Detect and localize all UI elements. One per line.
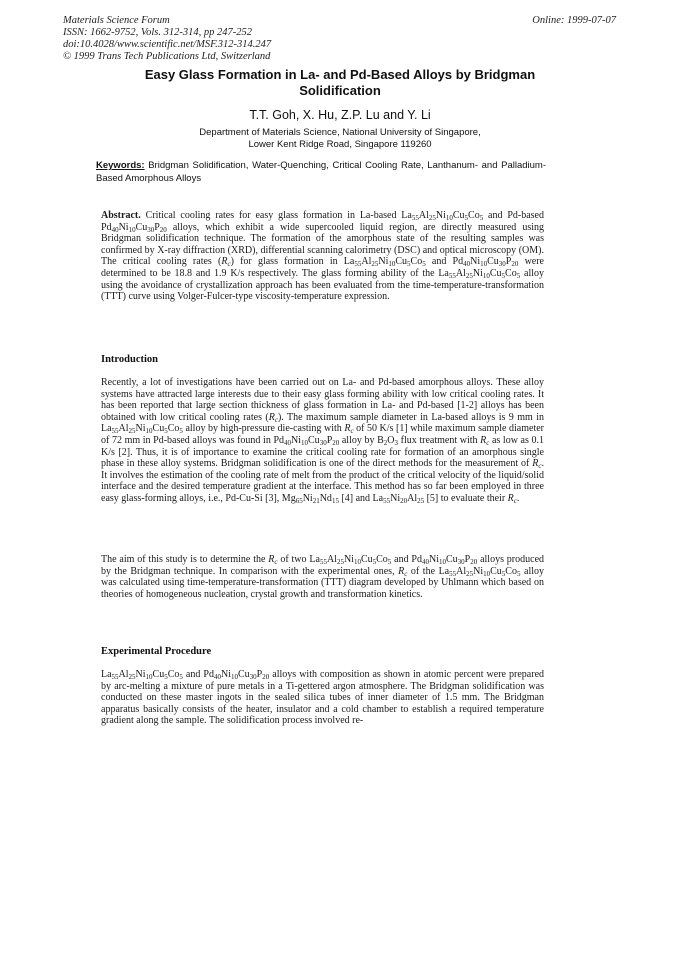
journal-name: Materials Science Forum <box>63 15 170 26</box>
doi-line: doi:10.4028/www.scientific.net/MSF.312-314.247 <box>63 39 272 50</box>
heading-experimental-procedure: Experimental Procedure <box>101 646 212 657</box>
experimental-paragraph-1: $La_{55}Al_{25}Ni_{10}Cu_5Co_5$ and $Pd_{40}Ni_{10}Cu_{30}P_{20}$ alloys with composition as shown in atomic percent were prepared by arc-melting a mixture of pure metals in a Ti-gettered argon atmosphere. The Bridgman solidification was conducted on these master ingots in the sealed silica tubes of inner diameter of 1.5 mm. The Bridgman apparatus basically consists of the heater, insulator and a cold chamber to establish a required temperature gradient along the sample. The solidification process involved re- <box>101 669 545 727</box>
keywords-text: Bridgman Solidification, Water-Quenching, Critical Cooling Rate, Lanthanum- and Palladium-Based Amorphous Alloys <box>96 160 546 184</box>
copyright-line: © 1999 Trans Tech Publications Ltd, Switzerland <box>63 51 271 62</box>
author-list: T.T. Goh, X. Hu, Z.P. Lu and Y. Li <box>249 108 431 122</box>
publication-meta <box>63 15 271 63</box>
affiliation-line-1: Department of Materials Science, National University of Singapore, <box>199 127 481 138</box>
title-line-2: Solidification <box>299 83 381 98</box>
abstract-label: Abstract. <box>101 210 141 221</box>
intro-paragraph-2: The aim of this study is to determine the $R_c$ of two $La_{55}Al_{25}Ni_{10}Cu_5Co_5$ and $Pd_{40}Ni_{10}Cu_{30}P_{20}$ alloys produced by the Bridgman technique. In comparison with the experimental ones, $R_c$ of the $La_{55}Al_{25}Ni_{10}Cu_5Co_5$ alloy was calculated using time-temperature-transformation (TTT) diagram developed by Uhlmann which based on theories of homogeneous nucleation, crystal growth and transformation kinetics. <box>101 554 545 600</box>
intro-paragraph-1: Recently, a lot of investigations have been carried out on La- and Pd-based amorphous alloys. These alloy systems have attracted large interests due to their easy glass forming ability with low critical cooling rates. It has been reported that large section thickness of glass formation in La- and Pd-based [1-2] alloys has been obtained with low critical cooling rates $(R_c)$. The maximum sample diameter in La-based alloys is 9 mm in $La_{55}Al_{25}Ni_{10}Cu_5Co_5$ alloy by high-pressure die-casting with $R_c$ of 50 K/s [1] while maximum sample diameter of 72 mm in Pd-based alloys was found in $Pd_{40}Ni_{10}Cu_{30}P_{20}$ alloy by $B_2O_3$ flux treatment with $R_c$ as low as 0.1 K/s [2]. Thus, it is of importance to examine the critical cooling rate for formation of an amorphous single phase in these alloy systems. Bridgman solidification is one of the direct methods for the measurement of $R_c$. It involves the estimation of the cooling rate of melt from the product of the critical velocity of the liquid/solid interface and the desired temperature gradient at the interface. This method has so far been employed in three easy glass-forming alloys, i.e., Pd-Cu-Si [3], $Mg_{65}Ni_{21}Nd_{15}$ [4] and $La_{55}Ni_{20}Al_{25}$ [5] to evaluate their $R_c$. <box>101 377 544 505</box>
affiliation-line-2: Lower Kent Ridge Road, Singapore 119260 <box>248 139 432 150</box>
abstract: Abstract. Critical cooling rates for easy glass formation in La-based $La_{55}Al_{25}Ni_{10}Cu_5Co_5$ and Pd-based $Pd_{40}Ni_{10}Cu_{30}P_{20}$ alloys, which exhibit a wide supercooled liquid region, are directly measured using Bridgman solidification technique. The formation of the amorphous state of the resulting samples was confirmed by X-ray diffraction (XRD), differential scanning calorimetry (DSC) and optical microscopy (OM). The critical cooling rates $(R_c)$ for glass formation in $La_{55}Al_{25}Ni_{10}Cu_5Co_5$ and $Pd_{40}Ni_{10}Cu_{30}P_{20}$ were determined to be 18.8 and 1.9 K/s respectively. The glass forming ability of the $La_{55}Al_{25}Ni_{10}Cu_5Co_5$ alloy using the avoidance of crystallization approach has been evaluated from the time-temperature-transformation (TTT) curve using Volger-Fulcer-type viscosity-temperature expression. <box>101 210 544 303</box>
keywords <box>96 160 546 185</box>
title-line-1: Easy Glass Formation in La- and Pd-Based Alloys by Bridgman <box>144 67 536 82</box>
online-date: Online: 1999-07-07 <box>532 15 616 26</box>
heading-introduction: Introduction <box>101 354 158 365</box>
keywords-label: Keywords: <box>96 160 145 171</box>
paper-title <box>70 67 610 99</box>
issn-line: ISSN: 1662-9752, Vols. 312-314, pp 247-252 <box>63 27 252 38</box>
affiliation <box>70 127 610 151</box>
